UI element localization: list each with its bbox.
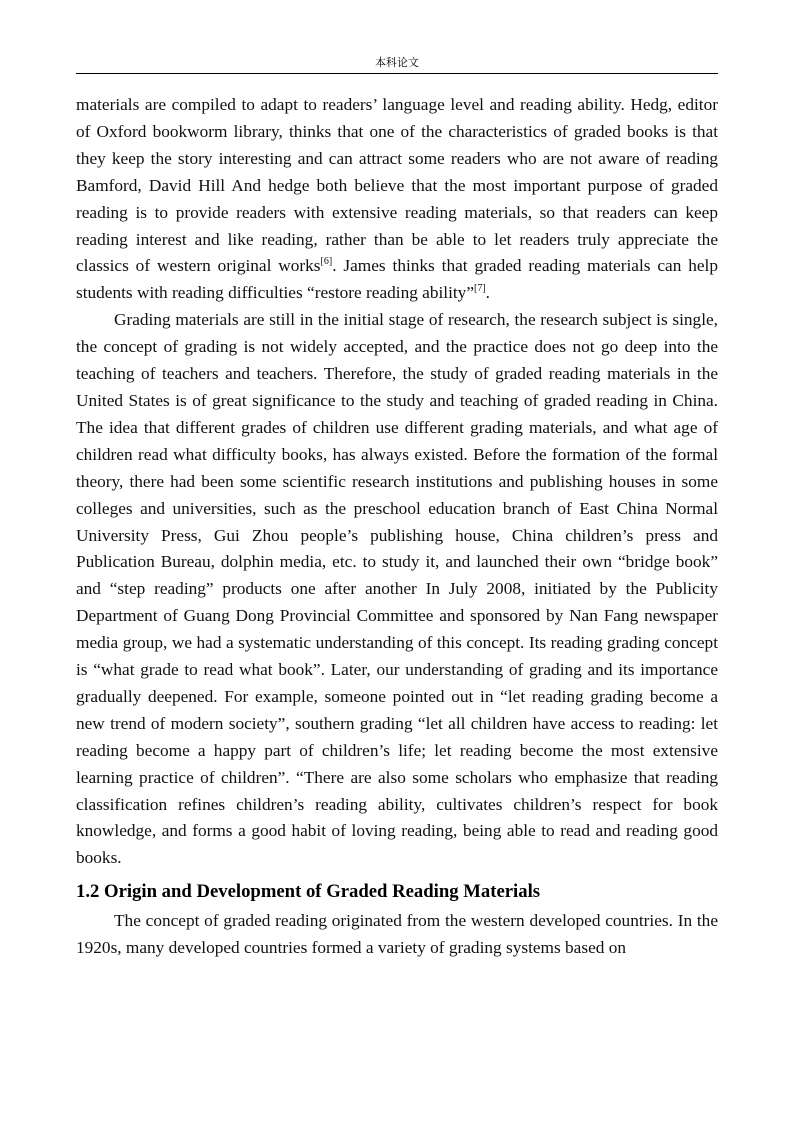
document-body <box>76 92 718 962</box>
paragraph-2: Grading materials are still in the initial stage of research, the research subject is single, the concept of grading is not widely accepted, and the practice does not go deep into the teaching of teachers and teachers. Therefore, the study of graded reading materials in the United States is of great significance to the study and teaching of graded reading in China. The idea that different grades of children use different grading materials, and what age of children read what difficulty books, has always existed. Before the formation of the formal theory, there had been some scientific research institutions and publishing houses in some colleges and universities, such as the preschool education branch of East China Normal University Press, Gui Zhou people’s publishing house, China children’s press and Publication Bureau, dolphin media, etc. to study it, and launched their own “bridge book” and “step reading” products one after another In July 2008, initiated by the Publicity Department of Guang Dong Provincial Committee and sponsored by Nan Fang newspaper media group, we had a systematic understanding of this concept. Its reading grading concept is “what grade to read what book”. Later, our understanding of grading and its importance gradually deepened. For example, someone pointed out in “let reading grading become a new trend of modern society”, southern grading “let all children have access to reading: let reading become a happy part of children’s life; let reading become the most extensive learning practice of children”. “There are also some scholars who emphasize that reading classification refines children’s reading ability, cultivates children’s respect for book knowledge, and forms a good habit of loving reading, being able to read and reading good books. <box>76 310 718 868</box>
paragraph-1-text-c: . <box>485 283 490 303</box>
page-header-title: 本科论文 <box>375 56 419 69</box>
section-heading: 1.2 Origin and Development of Graded Reading Materials <box>76 881 541 903</box>
paragraph-3: The concept of graded reading originated from the western developed countries. In the 1920s, many developed countries formed a variety of grading systems based on <box>76 911 718 958</box>
citation-7: [7] <box>474 283 486 295</box>
header-divider <box>76 73 718 74</box>
paragraph-1 <box>76 92 718 307</box>
paragraph-1-text-a: materials are compiled to adapt to readers’ language level and reading ability. Hedg, editor of Oxford bookworm library, thinks that one of the characteristics of graded books is that they keep the story interesting and can attract some readers who are not aware of reading Bamford, David Hill And hedge both believe that the most important purpose of graded reading is to provide readers with extensive reading materials, so that readers can keep reading interest and like reading, rather than be able to let readers truly appreciate the classics of western original works <box>76 95 718 276</box>
paragraph-1-text-b: . James thinks that graded reading materials can help students with reading difficulties “restore reading ability” <box>76 256 718 303</box>
citation-6: [6] <box>320 256 333 268</box>
